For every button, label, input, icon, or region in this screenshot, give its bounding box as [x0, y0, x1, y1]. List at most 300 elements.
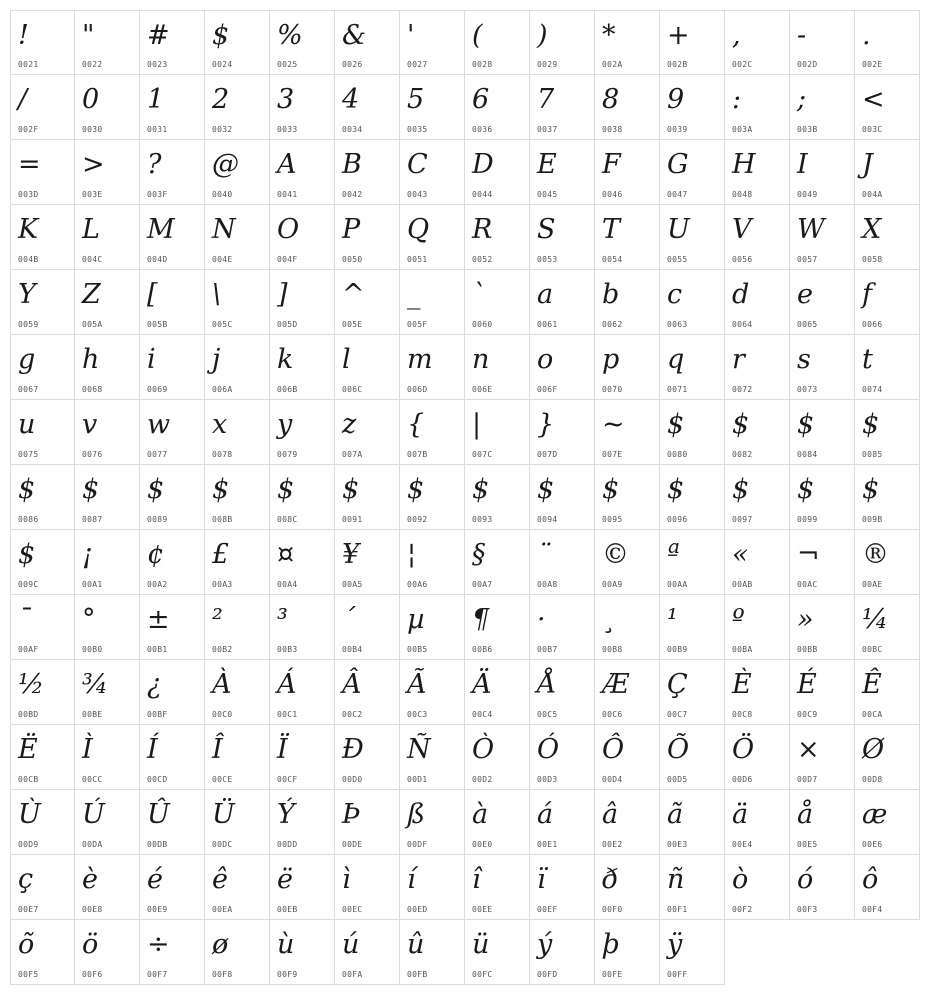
glyph-char: ä	[732, 799, 749, 830]
glyph-cell	[660, 75, 725, 140]
glyph-char: Ü	[212, 799, 235, 830]
glyph-char: ÿ	[667, 929, 683, 960]
glyph-char: e	[797, 279, 813, 310]
glyph-char: ½	[18, 669, 45, 700]
glyph-codepoint: 0055	[667, 255, 688, 264]
glyph-codepoint: 0023	[147, 60, 168, 69]
glyph-cell	[790, 140, 855, 205]
glyph-cell	[400, 205, 465, 270]
glyph-codepoint: 00EB	[277, 905, 298, 914]
glyph-codepoint: 00D3	[537, 775, 558, 784]
glyph-char: (	[472, 20, 483, 51]
glyph-cell	[75, 10, 140, 75]
glyph-cell	[140, 920, 205, 985]
glyph-codepoint: 0058	[862, 255, 883, 264]
glyph-codepoint: 0064	[732, 320, 753, 329]
glyph-char: 8	[602, 84, 620, 115]
glyph-char: 9	[667, 84, 685, 115]
glyph-char: u	[18, 409, 36, 440]
glyph-cell	[140, 660, 205, 725]
glyph-cell	[335, 270, 400, 335]
glyph-char: z	[342, 409, 357, 440]
glyph-char: ¹	[667, 604, 678, 635]
glyph-cell	[595, 530, 660, 595]
glyph-cell	[335, 920, 400, 985]
glyph-char: $	[212, 20, 230, 51]
glyph-cell	[140, 335, 205, 400]
glyph-cell	[10, 660, 75, 725]
glyph-char: R	[472, 214, 493, 245]
glyph-cell	[10, 205, 75, 270]
glyph-char: õ	[18, 929, 35, 960]
glyph-char: Â	[342, 669, 362, 700]
glyph-codepoint: 00FC	[472, 970, 493, 979]
glyph-char: È	[732, 669, 752, 700]
glyph-codepoint: 00DF	[407, 840, 428, 849]
glyph-char: ß	[407, 799, 426, 830]
glyph-cell	[335, 725, 400, 790]
glyph-char: ?	[147, 149, 162, 180]
glyph-codepoint: 0025	[277, 60, 298, 69]
glyph-codepoint: 0054	[602, 255, 623, 264]
glyph-codepoint: 00E3	[667, 840, 688, 849]
glyph-cell	[205, 400, 270, 465]
glyph-codepoint: 00E6	[862, 840, 883, 849]
glyph-char: §	[472, 539, 486, 570]
glyph-codepoint: 00A9	[602, 580, 623, 589]
glyph-cell	[855, 335, 920, 400]
glyph-cell	[465, 465, 530, 530]
glyph-char: Ñ	[407, 734, 431, 765]
glyph-char: }	[537, 409, 555, 440]
glyph-cell	[140, 790, 205, 855]
glyph-cell	[790, 205, 855, 270]
glyph-codepoint: 0066	[862, 320, 883, 329]
glyph-cell	[205, 595, 270, 660]
glyph-codepoint: 00C9	[797, 710, 818, 719]
glyph-codepoint: 0057	[797, 255, 818, 264]
glyph-codepoint: 00E7	[18, 905, 39, 914]
glyph-cell	[10, 595, 75, 660]
glyph-cell	[465, 205, 530, 270]
glyph-codepoint: 00C6	[602, 710, 623, 719]
glyph-char: $	[797, 409, 815, 440]
glyph-codepoint: 00FF	[667, 970, 688, 979]
glyph-char: i	[147, 344, 156, 375]
glyph-codepoint: 0070	[602, 385, 623, 394]
glyph-cell	[140, 10, 205, 75]
glyph-char: 3	[277, 84, 295, 115]
glyph-codepoint: 003C	[862, 125, 883, 134]
glyph-char: Ã	[407, 669, 427, 700]
glyph-cell	[790, 725, 855, 790]
glyph-char: ®	[862, 539, 889, 570]
glyph-codepoint: 0042	[342, 190, 363, 199]
glyph-char: é	[147, 864, 163, 895]
glyph-char: k	[277, 344, 294, 375]
glyph-cell	[75, 75, 140, 140]
glyph-char: -	[797, 20, 807, 51]
glyph-char: »	[797, 604, 814, 635]
glyph-char: j	[212, 344, 221, 375]
glyph-codepoint: 00F2	[732, 905, 753, 914]
glyph-char: Y	[18, 279, 36, 310]
glyph-char: Ð	[342, 734, 364, 765]
glyph-char: ó	[797, 864, 814, 895]
glyph-codepoint: 0086	[18, 515, 39, 524]
glyph-codepoint: 0071	[667, 385, 688, 394]
glyph-codepoint: 0075	[18, 450, 39, 459]
glyph-cell	[530, 465, 595, 530]
glyph-cell	[660, 660, 725, 725]
glyph-char: Ò	[472, 734, 495, 765]
glyph-codepoint: 004C	[82, 255, 103, 264]
glyph-cell	[140, 400, 205, 465]
glyph-cell	[270, 920, 335, 985]
glyph-char: û	[407, 929, 425, 960]
glyph-cell	[10, 335, 75, 400]
glyph-cell	[10, 530, 75, 595]
glyph-cell	[660, 530, 725, 595]
glyph-cell	[530, 205, 595, 270]
glyph-char: r	[732, 344, 745, 375]
glyph-codepoint: 00EE	[472, 905, 493, 914]
glyph-char: ,	[732, 20, 741, 51]
glyph-codepoint: 007E	[602, 450, 623, 459]
glyph-cell	[595, 595, 660, 660]
glyph-cell	[140, 465, 205, 530]
glyph-codepoint: 0085	[862, 450, 883, 459]
glyph-char: W	[797, 214, 825, 245]
glyph-codepoint: 00B7	[537, 645, 558, 654]
glyph-char: á	[537, 799, 554, 830]
glyph-codepoint: 006F	[537, 385, 558, 394]
glyph-cell	[465, 855, 530, 920]
glyph-codepoint: 00B9	[667, 645, 688, 654]
glyph-codepoint: 00FA	[342, 970, 363, 979]
glyph-char: *	[602, 20, 616, 51]
glyph-char: $	[18, 474, 36, 505]
glyph-cell	[10, 855, 75, 920]
glyph-codepoint: 0074	[862, 385, 883, 394]
glyph-char: Ô	[602, 734, 625, 765]
glyph-codepoint: 0092	[407, 515, 428, 524]
glyph-codepoint: 00F3	[797, 905, 818, 914]
glyph-codepoint: 002A	[602, 60, 623, 69]
glyph-cell	[10, 400, 75, 465]
glyph-char: $	[472, 474, 490, 505]
glyph-cell	[140, 140, 205, 205]
glyph-char: Õ	[667, 734, 690, 765]
glyph-cell	[725, 10, 790, 75]
glyph-char: Ú	[82, 799, 105, 830]
glyph-cell	[140, 595, 205, 660]
glyph-char: ê	[212, 864, 228, 895]
glyph-char: ¸	[602, 604, 616, 635]
glyph-cell	[10, 140, 75, 205]
glyph-cell	[400, 855, 465, 920]
glyph-codepoint: 003E	[82, 190, 103, 199]
glyph-char: !	[18, 20, 29, 51]
glyph-codepoint: 00BF	[147, 710, 168, 719]
glyph-cell	[790, 400, 855, 465]
glyph-cell	[660, 855, 725, 920]
glyph-cell	[725, 465, 790, 530]
glyph-codepoint: 0051	[407, 255, 428, 264]
glyph-char: £	[212, 539, 230, 570]
glyph-char: w	[147, 409, 171, 440]
glyph-char: D	[472, 149, 494, 180]
glyph-cell	[140, 855, 205, 920]
glyph-codepoint: 0041	[277, 190, 298, 199]
glyph-cell	[205, 920, 270, 985]
glyph-char: n	[472, 344, 490, 375]
glyph-cell	[595, 205, 660, 270]
glyph-char: M	[147, 214, 175, 245]
glyph-codepoint: 00FE	[602, 970, 623, 979]
glyph-codepoint: 00D9	[18, 840, 39, 849]
glyph-cell	[335, 335, 400, 400]
glyph-cell	[530, 595, 595, 660]
glyph-codepoint: 00FB	[407, 970, 428, 979]
glyph-cell	[595, 140, 660, 205]
glyph-codepoint: 0089	[147, 515, 168, 524]
glyph-cell	[465, 725, 530, 790]
glyph-codepoint: 0060	[472, 320, 493, 329]
glyph-char: ×	[797, 734, 820, 765]
glyph-cell	[790, 790, 855, 855]
glyph-codepoint: 0097	[732, 515, 753, 524]
glyph-char: %	[277, 20, 303, 51]
glyph-cell	[75, 790, 140, 855]
glyph-char: ¦	[407, 539, 417, 570]
glyph-codepoint: 009C	[18, 580, 39, 589]
glyph-char: ¤	[277, 539, 295, 570]
glyph-codepoint: 00F4	[862, 905, 883, 914]
glyph-codepoint: 006B	[277, 385, 298, 394]
glyph-char: U	[667, 214, 690, 245]
glyph-char: ^	[342, 279, 365, 310]
glyph-codepoint: 00D6	[732, 775, 753, 784]
glyph-codepoint: 0039	[667, 125, 688, 134]
glyph-codepoint: 00B6	[472, 645, 493, 654]
glyph-cell	[595, 725, 660, 790]
glyph-codepoint: 0076	[82, 450, 103, 459]
glyph-char: Ó	[537, 734, 560, 765]
glyph-char: )	[537, 20, 548, 51]
glyph-cell	[530, 335, 595, 400]
glyph-codepoint: 007D	[537, 450, 558, 459]
glyph-codepoint: 00ED	[407, 905, 428, 914]
glyph-codepoint: 00F7	[147, 970, 168, 979]
glyph-cell	[75, 335, 140, 400]
glyph-codepoint: 0027	[407, 60, 428, 69]
glyph-cell	[530, 140, 595, 205]
glyph-char: ç	[18, 864, 34, 895]
glyph-codepoint: 007A	[342, 450, 363, 459]
glyph-char: 0	[82, 84, 100, 115]
glyph-cell	[855, 725, 920, 790]
glyph-char: æ	[862, 799, 888, 830]
glyph-codepoint: 0082	[732, 450, 753, 459]
glyph-cell	[270, 725, 335, 790]
glyph-codepoint: 00B8	[602, 645, 623, 654]
glyph-cell	[75, 400, 140, 465]
glyph-cell	[855, 140, 920, 205]
glyph-codepoint: 00DE	[342, 840, 363, 849]
glyph-char: É	[797, 669, 817, 700]
glyph-codepoint: 004E	[212, 255, 233, 264]
glyph-char: $	[602, 474, 620, 505]
glyph-cell	[855, 855, 920, 920]
glyph-codepoint: 006E	[472, 385, 493, 394]
glyph-char: m	[407, 344, 433, 375]
glyph-char: í	[407, 864, 416, 895]
glyph-cell	[465, 920, 530, 985]
glyph-char: ±	[147, 604, 170, 635]
glyph-char: d	[732, 279, 750, 310]
glyph-char: è	[82, 864, 98, 895]
glyph-codepoint: 00B2	[212, 645, 233, 654]
glyph-codepoint: 009B	[862, 515, 883, 524]
glyph-codepoint: 0021	[18, 60, 39, 69]
glyph-char: L	[82, 214, 100, 245]
glyph-char: ²	[212, 604, 223, 635]
glyph-char: ¶	[472, 604, 490, 635]
glyph-cell	[270, 595, 335, 660]
glyph-codepoint: 0026	[342, 60, 363, 69]
glyph-codepoint: 005F	[407, 320, 428, 329]
glyph-codepoint: 00B1	[147, 645, 168, 654]
glyph-char: ö	[82, 929, 99, 960]
glyph-cell	[335, 465, 400, 530]
glyph-cell	[140, 205, 205, 270]
glyph-char: µ	[407, 604, 425, 635]
glyph-cell	[595, 270, 660, 335]
glyph-char: ¿	[147, 669, 162, 700]
glyph-cell	[75, 465, 140, 530]
glyph-char: Ï	[277, 734, 288, 765]
glyph-char: #	[147, 20, 170, 51]
glyph-cell	[725, 75, 790, 140]
glyph-codepoint: 006C	[342, 385, 363, 394]
glyph-cell	[205, 75, 270, 140]
glyph-char: Á	[277, 669, 297, 700]
glyph-codepoint: 00B4	[342, 645, 363, 654]
glyph-char: C	[407, 149, 428, 180]
glyph-cell	[725, 660, 790, 725]
glyph-char: Å	[537, 669, 557, 700]
glyph-cell	[595, 660, 660, 725]
glyph-cell	[660, 725, 725, 790]
glyph-cell	[790, 595, 855, 660]
glyph-cell	[790, 10, 855, 75]
glyph-cell	[335, 400, 400, 465]
glyph-char: T	[602, 214, 621, 245]
glyph-codepoint: 00E5	[797, 840, 818, 849]
glyph-cell	[205, 10, 270, 75]
glyph-cell	[270, 10, 335, 75]
glyph-codepoint: 00A4	[277, 580, 298, 589]
glyph-char: +	[667, 20, 690, 51]
glyph-codepoint: 00D5	[667, 775, 688, 784]
glyph-codepoint: 00BE	[82, 710, 103, 719]
glyph-char: v	[82, 409, 98, 440]
glyph-char: ò	[732, 864, 749, 895]
glyph-cell	[335, 10, 400, 75]
glyph-cell	[790, 75, 855, 140]
glyph-char: ¾	[82, 669, 109, 700]
glyph-cell	[595, 10, 660, 75]
glyph-cell	[790, 660, 855, 725]
glyph-char: $	[537, 474, 555, 505]
glyph-cell	[400, 660, 465, 725]
glyph-codepoint: 007C	[472, 450, 493, 459]
glyph-cell	[855, 660, 920, 725]
glyph-codepoint: 00C2	[342, 710, 363, 719]
glyph-cell	[270, 75, 335, 140]
glyph-cell	[270, 140, 335, 205]
glyph-cell	[465, 595, 530, 660]
glyph-cell	[400, 790, 465, 855]
glyph-cell	[725, 400, 790, 465]
glyph-codepoint: 005D	[277, 320, 298, 329]
glyph-char: ~	[602, 409, 625, 440]
glyph-codepoint: 00D4	[602, 775, 623, 784]
glyph-cell	[465, 335, 530, 400]
glyph-codepoint: 005A	[82, 320, 103, 329]
glyph-codepoint: 00CB	[18, 775, 39, 784]
glyph-char: Ç	[667, 669, 688, 700]
glyph-cell	[400, 465, 465, 530]
glyph-char: <	[862, 84, 885, 115]
glyph-cell	[725, 335, 790, 400]
glyph-char: /	[18, 84, 28, 115]
glyph-codepoint: 0038	[602, 125, 623, 134]
glyph-cell	[725, 725, 790, 790]
glyph-cell	[335, 660, 400, 725]
glyph-codepoint: 00A7	[472, 580, 493, 589]
glyph-char: ð	[602, 864, 619, 895]
glyph-cell	[10, 10, 75, 75]
glyph-char: ú	[342, 929, 360, 960]
glyph-codepoint: 00FD	[537, 970, 558, 979]
glyph-char: ¯	[18, 604, 32, 635]
glyph-codepoint: 00F6	[82, 970, 103, 979]
glyph-codepoint: 00A1	[82, 580, 103, 589]
glyph-codepoint: 00D2	[472, 775, 493, 784]
glyph-codepoint: 00A6	[407, 580, 428, 589]
glyph-char: I	[797, 149, 808, 180]
glyph-cell	[75, 660, 140, 725]
glyph-char: E	[537, 149, 557, 180]
glyph-cell	[465, 530, 530, 595]
glyph-cell	[855, 205, 920, 270]
glyph-cell	[465, 400, 530, 465]
glyph-cell	[660, 790, 725, 855]
glyph-cell	[530, 75, 595, 140]
glyph-cell	[270, 790, 335, 855]
glyph-cell	[335, 205, 400, 270]
glyph-codepoint: 00BC	[862, 645, 883, 654]
glyph-char: Ù	[18, 799, 41, 830]
glyph-cell	[400, 725, 465, 790]
glyph-char: ;	[797, 84, 807, 115]
glyph-codepoint: 0063	[667, 320, 688, 329]
glyph-codepoint: 0035	[407, 125, 428, 134]
glyph-char: «	[732, 539, 749, 570]
glyph-cell	[530, 790, 595, 855]
